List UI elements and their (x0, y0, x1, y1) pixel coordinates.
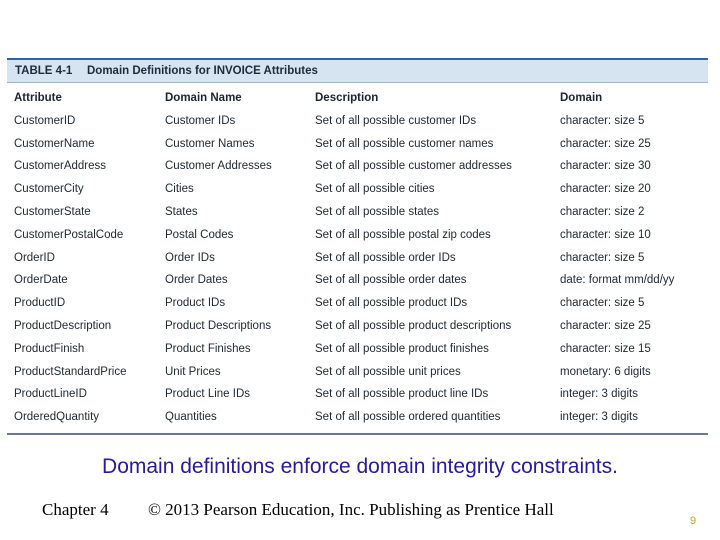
cell-attribute: CustomerPostalCode (14, 228, 124, 241)
cell-description: Set of all possible postal zip codes (315, 228, 491, 241)
cell-attribute: CustomerState (14, 205, 91, 218)
cell-domain: character: size 5 (560, 297, 645, 310)
cell-attribute: ProductID (14, 297, 66, 310)
cell-attribute: ProductStandardPrice (14, 365, 127, 378)
table-row (7, 339, 708, 362)
table-row (7, 316, 708, 339)
page-number: 9 (690, 515, 697, 527)
table-row (7, 384, 708, 407)
cell-domain: character: size 5 (560, 114, 645, 127)
cell-description: Set of all possible product line IDs (315, 388, 489, 401)
cell-attribute: OrderID (14, 251, 55, 264)
table-row (7, 202, 708, 225)
cell-attribute: OrderDate (14, 274, 68, 287)
cell-domain-name: Customer Names (165, 137, 255, 150)
cell-description: Set of all possible product finishes (315, 342, 489, 355)
cell-description: Set of all possible product descriptions (315, 319, 512, 332)
cell-description: Set of all possible customer addresses (315, 160, 512, 173)
table-row (7, 156, 708, 179)
cell-domain: character: size 25 (560, 319, 651, 332)
cell-domain: character: size 2 (560, 205, 645, 218)
cell-domain-name: Order IDs (165, 251, 215, 264)
table-title: Domain Definitions for INVOICE Attributes (87, 65, 318, 77)
cell-domain-name: States (165, 205, 198, 218)
cell-attribute: ProductFinish (14, 342, 85, 355)
cell-domain: character: size 25 (560, 137, 651, 150)
cell-domain: character: size 15 (560, 342, 651, 355)
column-headers (7, 88, 708, 111)
slide-caption: Domain definitions enforce domain integrity constraints. (102, 455, 618, 478)
table-row (7, 362, 708, 385)
table-row (7, 179, 708, 202)
table-row (7, 407, 708, 430)
cell-domain-name: Unit Prices (165, 365, 221, 378)
cell-domain: character: size 20 (560, 183, 651, 196)
cell-description: Set of all possible unit prices (315, 365, 461, 378)
cell-domain-name: Product IDs (165, 297, 226, 310)
table-body (7, 111, 708, 430)
cell-domain-name: Product Descriptions (165, 319, 272, 332)
cell-domain: integer: 3 digits (560, 411, 638, 424)
table-header (7, 60, 708, 83)
table-row (7, 248, 708, 271)
cell-domain: character: size 5 (560, 251, 645, 264)
cell-domain: date: format mm/dd/yy (560, 274, 675, 287)
cell-domain-name: Quantities (165, 411, 217, 424)
table-row (7, 293, 708, 316)
domain-table (7, 58, 708, 435)
cell-attribute: CustomerID (14, 114, 76, 127)
header-domain: Domain (560, 92, 603, 104)
header-description: Description (315, 92, 379, 104)
cell-attribute: OrderedQuantity (14, 411, 100, 424)
table-row (7, 225, 708, 248)
cell-domain: integer: 3 digits (560, 388, 638, 401)
cell-domain-name: Customer Addresses (165, 160, 272, 173)
cell-domain: character: size 10 (560, 228, 651, 241)
cell-domain-name: Product Finishes (165, 342, 251, 355)
cell-description: Set of all possible order IDs (315, 251, 456, 264)
cell-description: Set of all possible customer IDs (315, 114, 477, 127)
cell-domain-name: Customer IDs (165, 114, 236, 127)
cell-description: Set of all possible ordered quantities (315, 411, 501, 424)
table-row (7, 111, 708, 134)
cell-domain-name: Order Dates (165, 274, 228, 287)
cell-domain: monetary: 6 digits (560, 365, 651, 378)
table-row (7, 134, 708, 157)
cell-attribute: CustomerName (14, 137, 95, 150)
table-row (7, 270, 708, 293)
cell-description: Set of all possible customer names (315, 137, 494, 150)
table-number: TABLE 4-1 (15, 65, 73, 77)
footer-chapter: Chapter 4 (42, 500, 109, 519)
cell-domain-name: Product Line IDs (165, 388, 251, 401)
cell-description: Set of all possible order dates (315, 274, 467, 287)
cell-domain: character: size 30 (560, 160, 651, 173)
header-domain-name: Domain Name (165, 92, 242, 104)
cell-domain-name: Cities (165, 183, 194, 196)
cell-attribute: CustomerCity (14, 183, 84, 196)
cell-domain-name: Postal Codes (165, 228, 234, 241)
cell-description: Set of all possible cities (315, 183, 435, 196)
cell-attribute: ProductDescription (14, 319, 112, 332)
cell-attribute: CustomerAddress (14, 160, 107, 173)
header-attribute: Attribute (14, 92, 62, 104)
cell-attribute: ProductLineID (14, 388, 87, 401)
cell-description: Set of all possible product IDs (315, 297, 468, 310)
cell-description: Set of all possible states (315, 205, 440, 218)
footer-copyright: © 2013 Pearson Education, Inc. Publishing as Prentice Hall (148, 500, 554, 519)
